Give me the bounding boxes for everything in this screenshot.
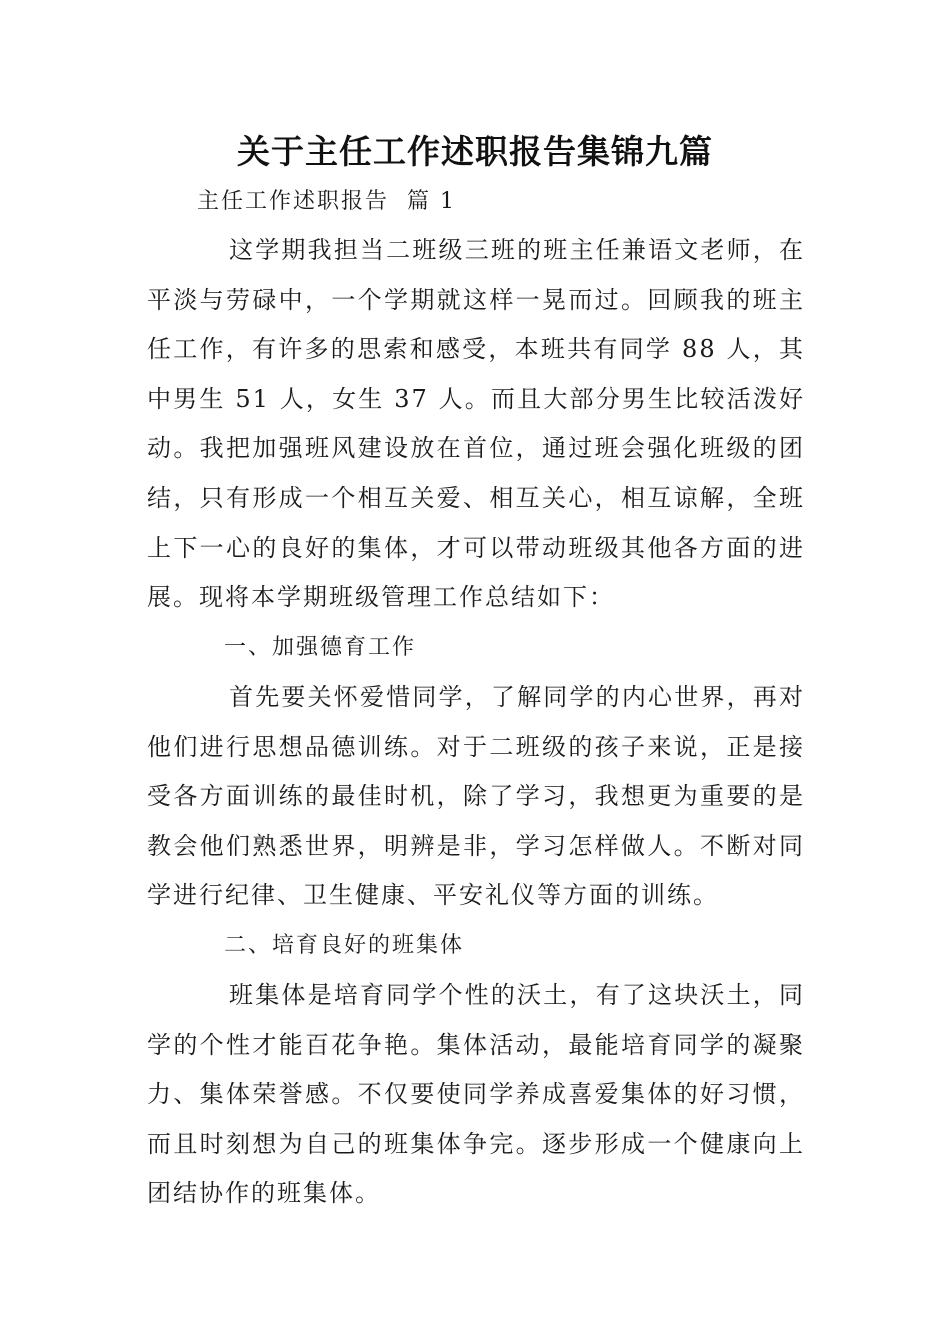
heading-class-collective: 二、培育良好的班集体 <box>224 933 465 958</box>
paragraph-moral-education: 首先要关怀爱惜同学，了解同学的内心世界，再对他们进行思想品德训练。对于二班级的孩子来说，正是接受各方面训练的最佳时机，除了学习，我想更为重要的是教会他们熟悉世界，明辨是非，学习怎样做人。不断对同学进行纪律、卫生健康、平安礼仪等方面的训练。 <box>147 683 805 910</box>
document-title: 关于主任工作述职报告集锦九篇 <box>237 132 713 171</box>
paragraph-class-collective: 班集体是培育同学个性的沃土，有了这块沃土，同学的个性才能百花争艳。集体活动，最能培育同学的凝聚力、集体荣誉感。不仅要使同学养成喜爱集体的好习惯，而且时刻想为自己的班集体争完。逐步形成一个健康向上团结协作的班集体。 <box>147 981 805 1208</box>
paragraph-intro: 这学期我担当二班级三班的班主任兼语文老师，在平淡与劳碌中，一个学期就这样一晃而过。回顾我的班主任工作，有许多的思索和感受，本班共有同学 88 人，其中男生 51 人，女生 37 人。而且大部分男生比较活泼好动。我把加强班风建设放在首位，通过班会强化班级的团结，只有形成一个相互关爱、相互关心，相互谅解，全班上下一心的良好的集体，才可以带动班级其他各方面的进展。现将本学期班级管理工作总结如下： <box>147 236 805 612</box>
section-subtitle: 主任工作述职报告 篇 1 <box>197 189 456 214</box>
heading-moral-education: 一、加强德育工作 <box>224 635 417 660</box>
